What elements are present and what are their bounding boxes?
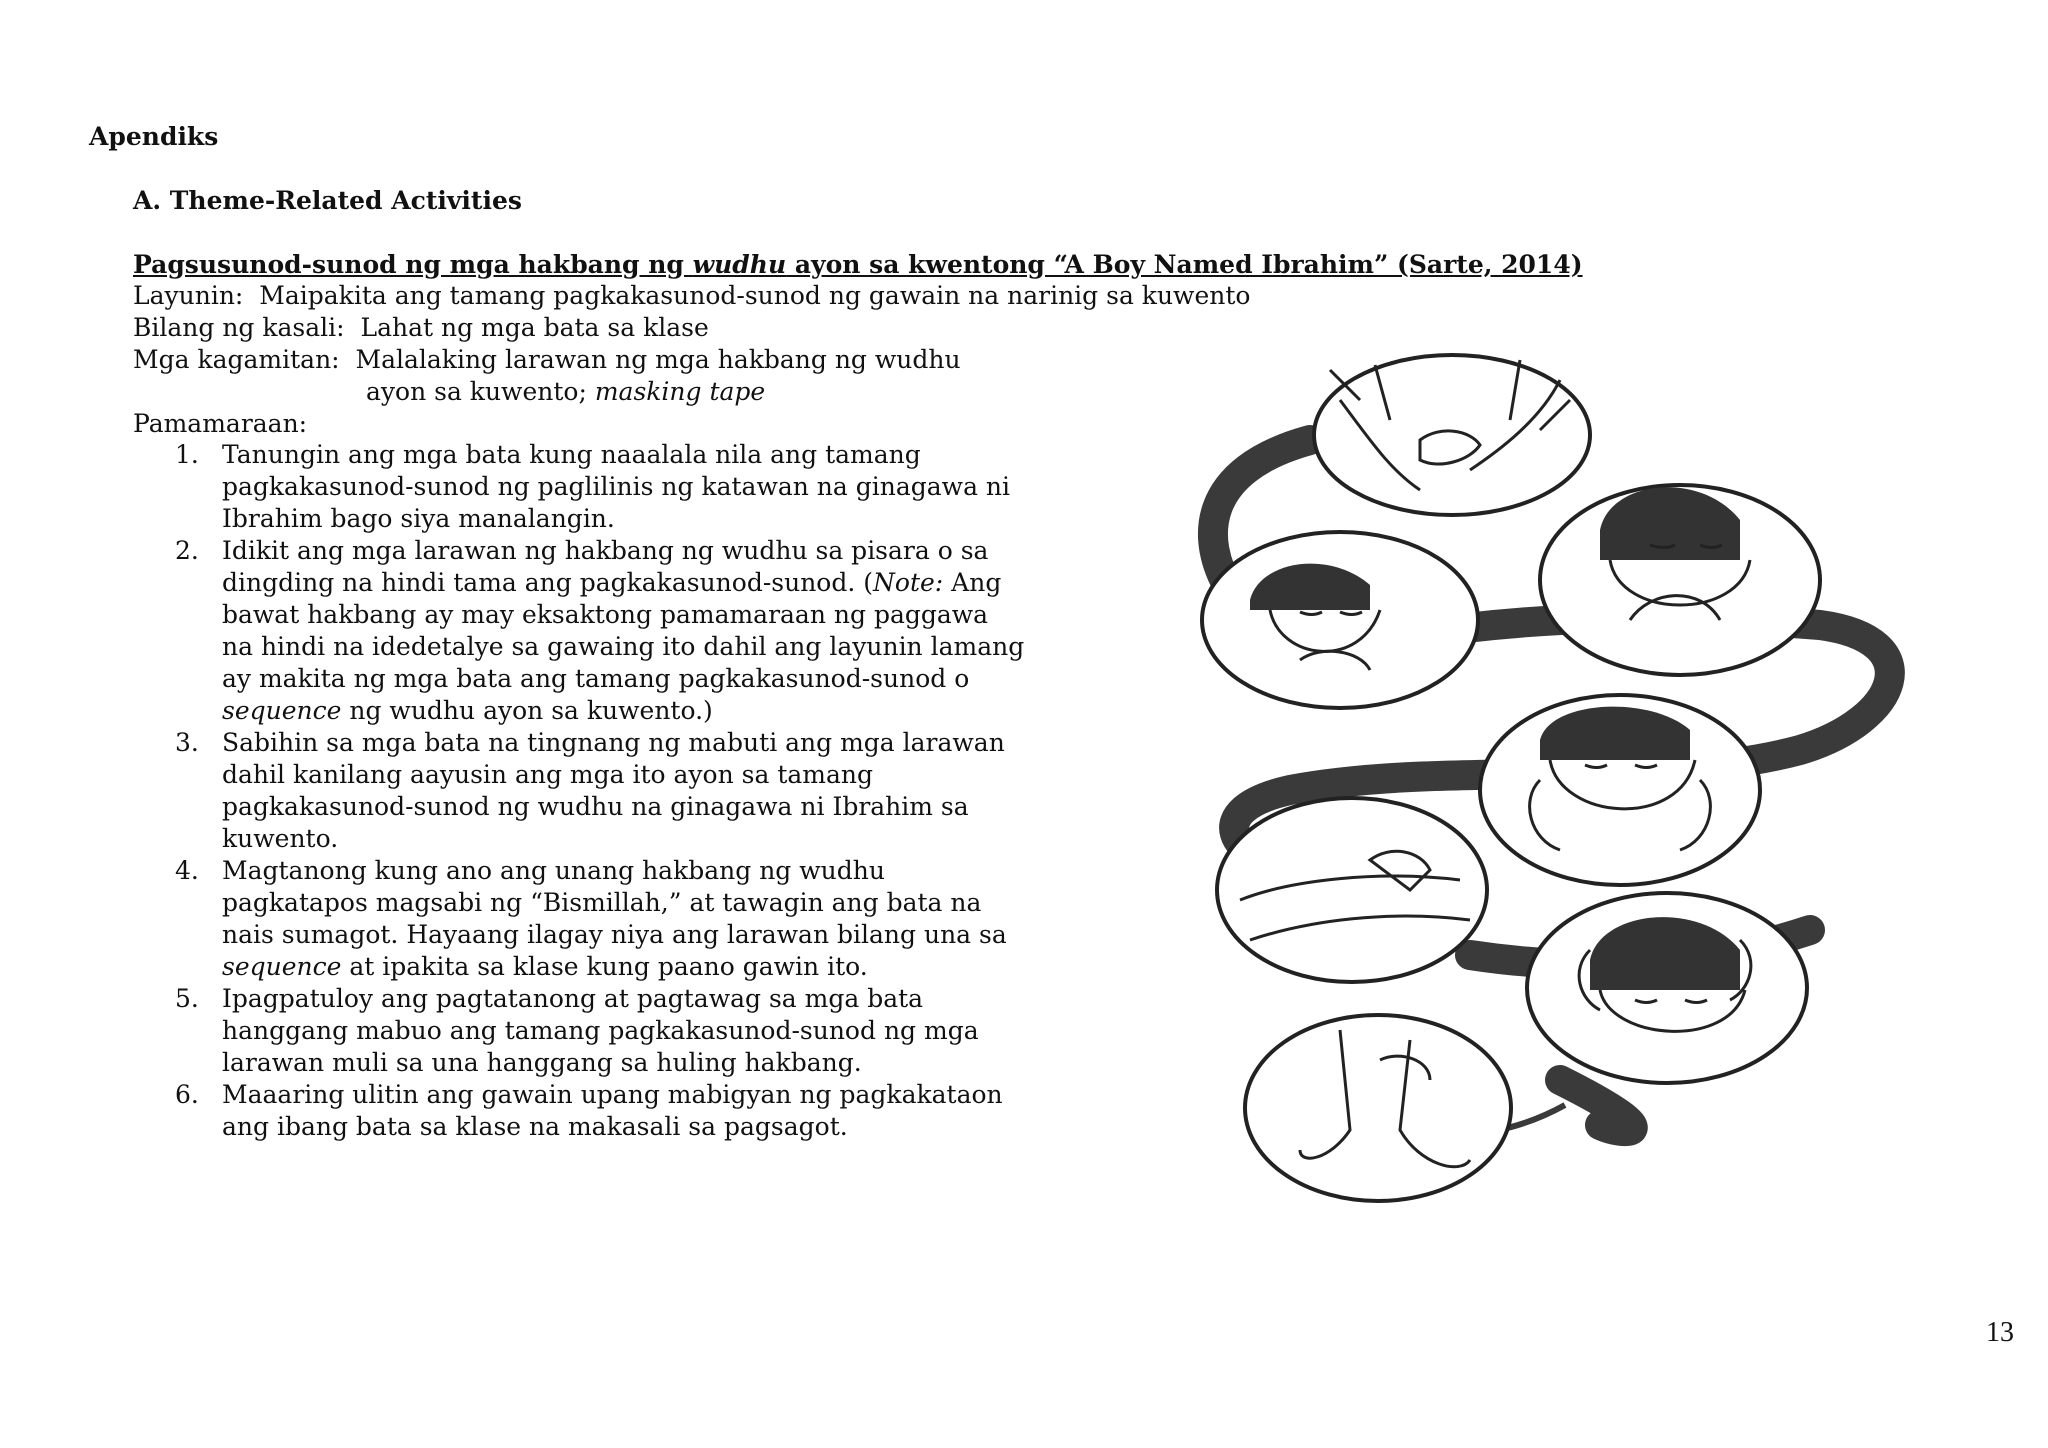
- page-number: 13: [1986, 1317, 2014, 1348]
- materials-line2-italic: masking tape: [594, 377, 766, 406]
- step-number: 2.: [175, 536, 199, 565]
- objective-label: Layunin:: [133, 281, 244, 310]
- step-2-note: Note:: [873, 568, 944, 597]
- step-2-line2-pre: dingding na hindi tama ang pagkakasunod-sunod. (: [222, 568, 874, 597]
- objective-text: Maipakita ang tamang pagkakasunod-sunod ng gawain na narinig sa kuwento: [259, 281, 1251, 310]
- step-number: 4.: [175, 856, 199, 885]
- list-item: [175, 983, 1095, 1079]
- activity-title: [133, 250, 1583, 279]
- section-heading: A. Theme-Related Activities: [133, 186, 522, 215]
- objective-line: [133, 280, 1250, 312]
- materials-line1: Malalaking larawan ng mga hakbang ng wudhu: [355, 345, 961, 374]
- wudhu-steps-illustration: [1195, 345, 1915, 1225]
- washing-feet-icon: [1245, 1015, 1511, 1201]
- step-text: Tanungin ang mga bata kung naaalala nila ang tamang pagkakasunod-sunod ng paglilinis ng katawan na ginagawa ni Ibrahim bago siya manalangin.: [222, 440, 1011, 533]
- step-number: 1.: [175, 440, 199, 469]
- step-2-line2: [222, 567, 1095, 599]
- washing-hands-icon: [1314, 355, 1590, 515]
- step-4-last-line: [222, 951, 1095, 983]
- list-item: [175, 535, 1095, 727]
- materials-label: Mga kagamitan:: [133, 345, 340, 374]
- washing-face-icon: [1480, 695, 1760, 885]
- activity-title-post: ayon sa kwentong “A Boy Named Ibrahim” (Sarte, 2014): [786, 250, 1583, 279]
- step-number: 5.: [175, 984, 199, 1013]
- list-item: [175, 439, 1095, 535]
- materials-line: [133, 344, 961, 376]
- wiping-head-icon: [1527, 893, 1807, 1083]
- step-2-line1: Idikit ang mga larawan ng hakbang ng wudhu sa pisara o sa: [222, 536, 989, 565]
- washing-arms-icon: [1217, 798, 1487, 982]
- activity-title-italic: wudhu: [692, 250, 787, 279]
- step-number: 6.: [175, 1080, 199, 1109]
- participants-line: [133, 312, 709, 344]
- materials-line2: [366, 376, 765, 408]
- step-text: Sabihin sa mga bata na tingnang ng mabuti ang mga larawan dahil kanilang aayusin ang mga ito ayon sa tamang pagkakasunod-sunod ng wudhu na ginagawa ni Ibrahim sa kuwento.: [222, 728, 1005, 853]
- activity-title-pre: Pagsusunod-sunod ng mga hakbang ng: [133, 250, 693, 279]
- step-4-text: Magtanong kung ano ang unang hakbang ng wudhu pagkatapos magsabi ng “Bismillah,” at tawagin ang bata na nais sumagot. Hayaang ilagay niya ang larawan bilang una sa: [222, 856, 1007, 949]
- appendix-title: Apendiks: [89, 122, 219, 151]
- procedure-steps: [175, 439, 1095, 1143]
- step-text: [222, 855, 1095, 983]
- step-text: Ipagpatuloy ang pagtatanong at pagtawag sa mga bata hanggang mabuo ang tamang pagkakasunod-sunod ng mga larawan muli sa una hanggang sa huling hakbang.: [222, 984, 979, 1077]
- step-2-sequence: sequence: [222, 696, 342, 725]
- list-item: [175, 727, 1095, 855]
- step-number: 3.: [175, 728, 199, 757]
- participants-label: Bilang ng kasali:: [133, 313, 345, 342]
- materials-line2-pre: ayon sa kuwento;: [366, 377, 595, 406]
- list-item: [175, 1079, 1095, 1143]
- step-2-last-post: ng wudhu ayon sa kuwento.): [341, 696, 713, 725]
- step-2-last-line: [222, 695, 1095, 727]
- step-4-last-post: at ipakita sa klase kung paano gawin ito.: [341, 952, 868, 981]
- participants-text: Lahat ng mga bata sa klase: [360, 313, 709, 342]
- list-item: [175, 855, 1095, 983]
- rinsing-nose-icon: [1540, 485, 1820, 675]
- rinsing-mouth-icon: [1202, 532, 1478, 708]
- step-text: [222, 535, 1095, 727]
- step-text: Maaaring ulitin ang gawain upang mabigyan ng pagkakataon ang ibang bata sa klase na makasali sa pagsagot.: [222, 1080, 1003, 1141]
- step-2-line2-post: Ang: [943, 568, 1002, 597]
- step-2-rest: bawat hakbang ay may eksaktong pamamaraan ng paggawa na hindi na idedetalye sa gawaing ito dahil ang layunin lamang ay makita ng mga bata ang tamang pagkakasunod-sunod o: [222, 600, 1025, 693]
- step-4-sequence: sequence: [222, 952, 342, 981]
- procedure-label: Pamamaraan:: [133, 409, 308, 438]
